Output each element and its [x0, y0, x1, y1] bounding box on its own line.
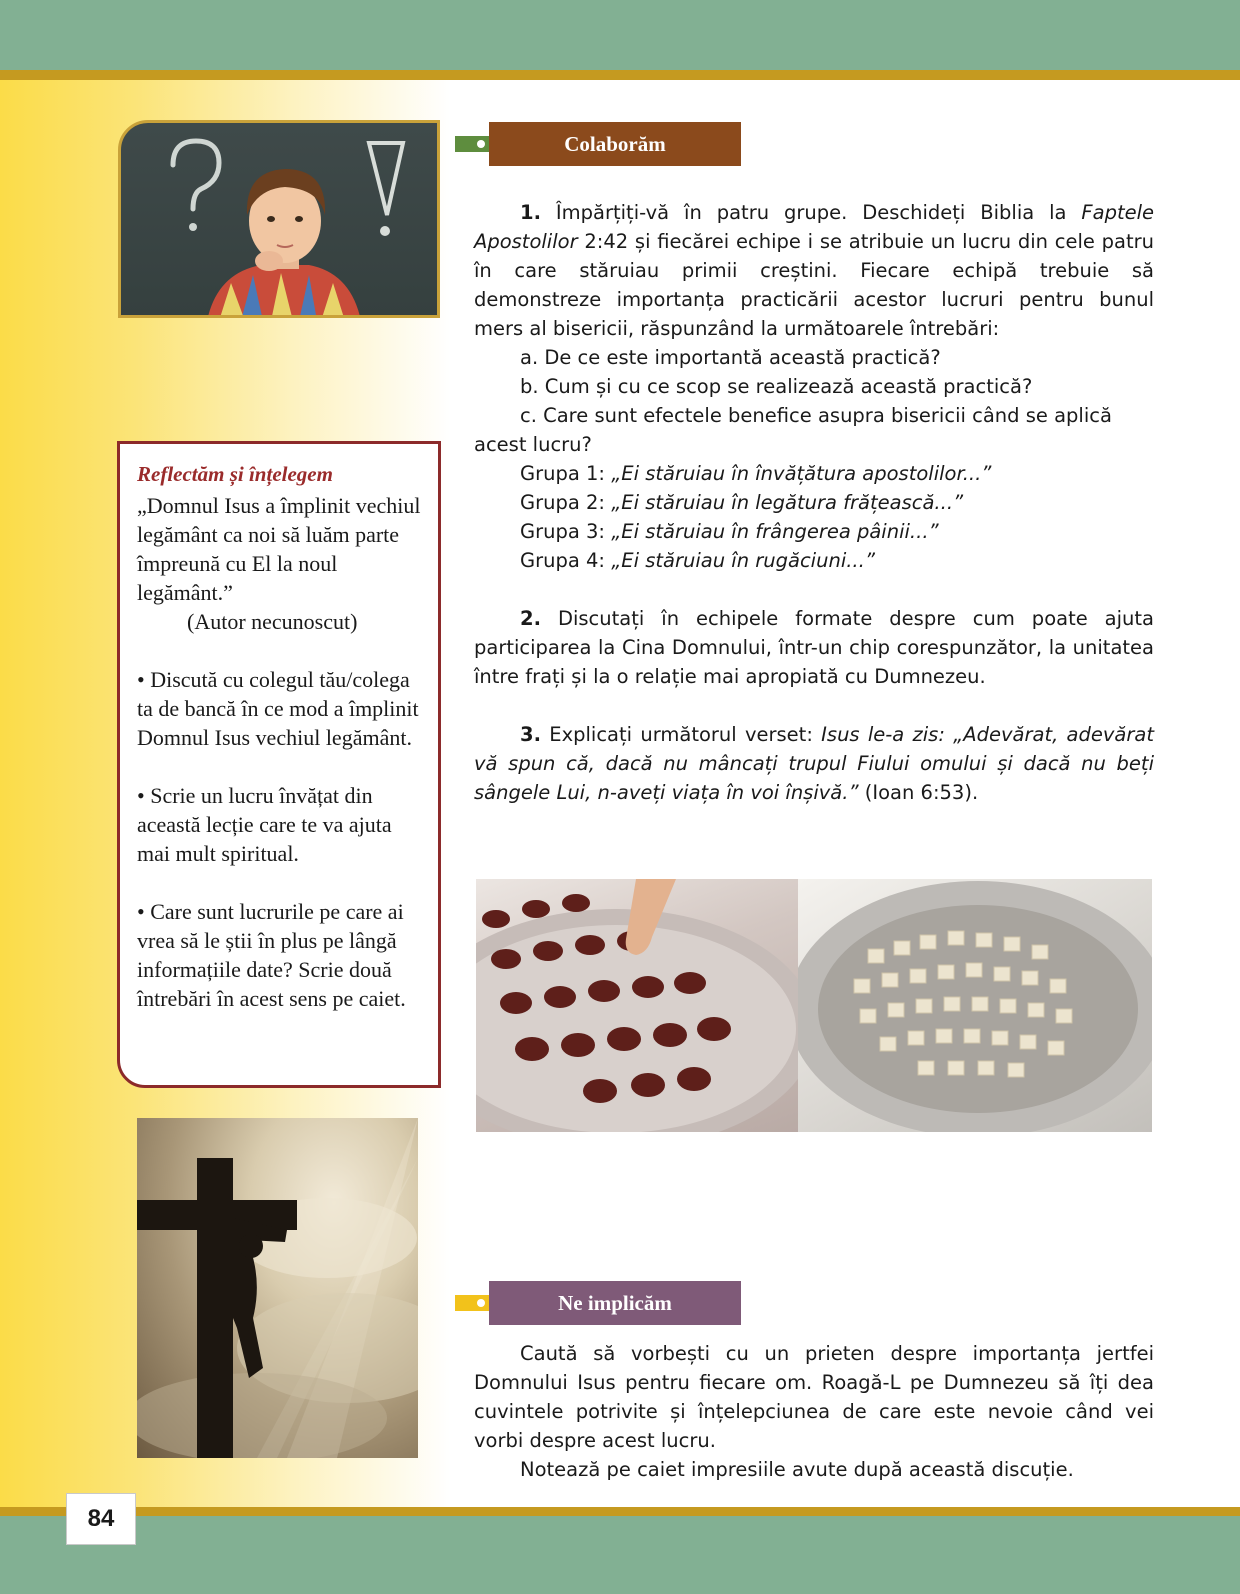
task-number: 2.	[520, 607, 541, 630]
page-number: 84	[66, 1493, 136, 1545]
task-text: Discutați în echipele formate despre cum poate ajuta participarea la Cina Domnului, într-un chip corespunzător, la unitatea între frați și la o relație mai apropiată cu Dumnezeu.	[474, 607, 1155, 688]
section-title: Ne implicăm	[489, 1281, 741, 1325]
header-tab-marker	[455, 1295, 489, 1311]
question: b. Cum și cu ce scop se realizează această practică?	[520, 375, 1033, 398]
bible-reference: (Ioan 6:53).	[858, 781, 979, 804]
group-label: Grupa 4:	[520, 549, 612, 572]
ne-implicam-content	[474, 1339, 1154, 1484]
group-quote: „Ei stăruiau în legătura frățească...”	[611, 491, 964, 514]
reflection-box	[117, 441, 441, 1088]
top-band	[0, 0, 1240, 70]
photo-boy-thinking	[118, 120, 440, 318]
group-label: Grupa 1:	[520, 462, 612, 485]
task-1	[474, 198, 1154, 343]
task-text: Împărțiți-vă în patru grupe. Deschideți Biblia la	[555, 201, 1082, 224]
task-text: Explicați următorul verset:	[549, 723, 822, 746]
task-number: 3.	[520, 723, 541, 746]
boy-illustration	[121, 123, 440, 318]
task-number: 1.	[520, 201, 541, 224]
task-2	[474, 604, 1154, 691]
group-line	[474, 517, 1154, 546]
reflection-quote-author: (Autor necunoscut)	[187, 609, 358, 634]
bible-verse: Isus le-a zis: „Adevărat, adevărat vă spun că, dacă nu mâncați trupul Fiului omului și dacă nu beți sângele Lui, n-aveți viața în voi înșivă.”	[474, 723, 1154, 804]
reflection-bullet: • Discută cu colegul tău/colega ta de bancă în ce mod a împlinit Domnul Isus vechiul legământ.	[137, 667, 419, 750]
communion-cups-illustration	[476, 879, 798, 1132]
top-gold-stripe	[0, 70, 1240, 80]
reflection-quote: „Domnul Isus a împlinit vechiul legământ ca noi să luăm parte împreună cu El la noul legământ.”	[137, 493, 421, 605]
photo-crucifix	[137, 1118, 418, 1458]
section-header-ne-implicam	[455, 1281, 741, 1325]
group-line	[474, 459, 1154, 488]
photo-communion-cups	[476, 879, 798, 1132]
bible-reference: Faptele Apostolilor	[474, 201, 1155, 253]
reflection-title: Reflectăm și înțelegem	[137, 462, 333, 486]
section-header-colaboram	[455, 122, 741, 166]
question: c. Care sunt efectele benefice asupra bisericii când se aplică acest lucru?	[474, 404, 1112, 456]
section-title: Colaborăm	[489, 122, 741, 166]
group-quote: „Ei stăruiau în învățătura apostolilor...”	[611, 462, 992, 485]
photo-communion-bread	[798, 879, 1152, 1132]
crucifix-silhouette	[137, 1118, 418, 1458]
task-text: 2:42 și fiecărei echipe i se atribuie un lucru din cele patru în care stăruiau primii creștini. Fiecare echipă trebuie să demonstreze importanța practicării acestor lucruri pentru bunul mers al bisericii, răspunzând la următoarele întrebări:	[474, 230, 1154, 340]
group-quote: „Ei stăruiau în frângerea pâinii...”	[611, 520, 939, 543]
colaboram-content	[474, 198, 1154, 807]
communion-bread-illustration	[798, 879, 1152, 1132]
reflection-bullet: • Scrie un lucru învățat din această lecție care te va ajuta mai mult spiritual.	[137, 783, 392, 866]
reflection-bullet: • Care sunt lucrurile pe care ai vrea să le știi în plus pe lângă informațiile date? Scrie două întrebări în acest sens pe caiet.	[137, 899, 406, 1011]
group-line	[474, 488, 1154, 517]
header-tab-marker	[455, 136, 489, 152]
paragraph: Notează pe caiet impresiile avute după această discuție.	[520, 1458, 1074, 1481]
task-3	[474, 720, 1154, 807]
bottom-band	[0, 1516, 1240, 1594]
paragraph: Caută să vorbești cu un prieten despre importanța jertfei Domnului Isus pentru fiecare om. Roagă-L pe Dumnezeu să îți dea cuvintele potrivite și înțelepciunea de care este nevoie când vei vorbi despre acest lucru.	[474, 1342, 1154, 1452]
group-line	[474, 546, 1154, 575]
group-label: Grupa 3:	[520, 520, 612, 543]
question: a. De ce este importantă această practică?	[520, 346, 941, 369]
bottom-gold-stripe	[0, 1507, 1240, 1516]
group-label: Grupa 2:	[520, 491, 612, 514]
group-quote: „Ei stăruiau în rugăciuni...”	[611, 549, 875, 572]
